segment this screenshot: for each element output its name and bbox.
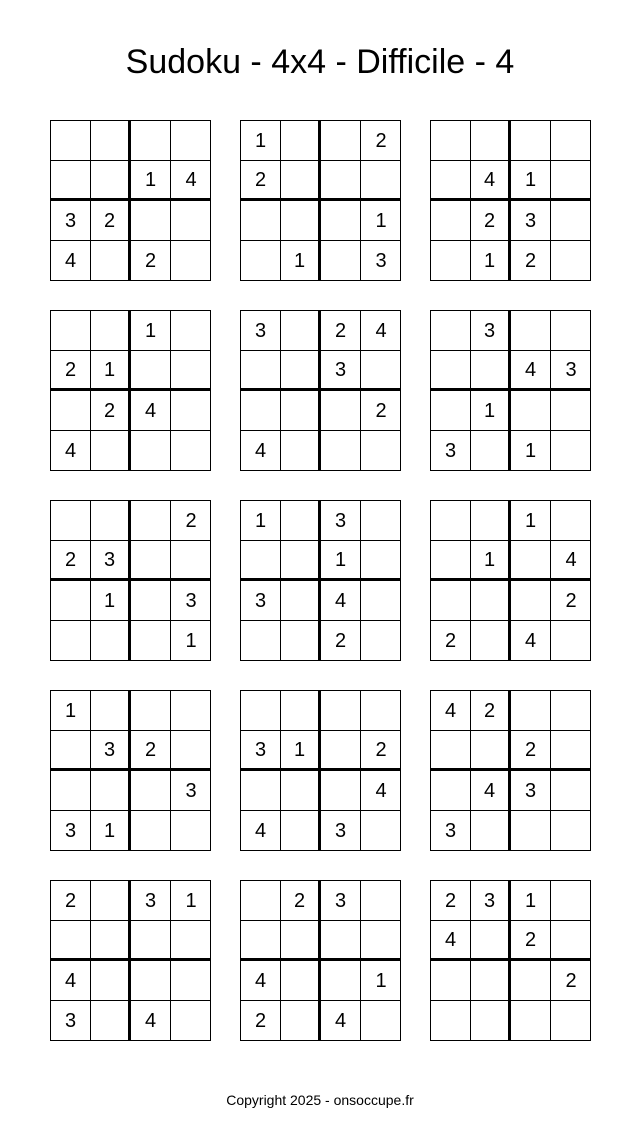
- sudoku-cell: 1: [131, 311, 171, 351]
- sudoku-cell: [551, 921, 591, 961]
- sudoku-cell: [171, 541, 211, 581]
- sudoku-cell: 2: [91, 201, 131, 241]
- sudoku-cell: 2: [361, 121, 401, 161]
- sudoku-cell: [241, 201, 281, 241]
- sudoku-cell: [131, 501, 171, 541]
- sudoku-cell: [51, 121, 91, 161]
- sudoku-cell: [431, 1001, 471, 1041]
- sudoku-cell: 3: [51, 1001, 91, 1041]
- sudoku-grid: [50, 880, 211, 1041]
- sudoku-cell: [361, 541, 401, 581]
- sudoku-cell: [91, 161, 131, 201]
- sudoku-cell: [511, 121, 551, 161]
- sudoku-cell: 2: [361, 391, 401, 431]
- sudoku-cell: [91, 921, 131, 961]
- sudoku-cell: [551, 391, 591, 431]
- sudoku-cell: [361, 881, 401, 921]
- sudoku-cell: [361, 921, 401, 961]
- sudoku-cell: [241, 391, 281, 431]
- sudoku-cell: [431, 311, 471, 351]
- sudoku-cell: 1: [361, 961, 401, 1001]
- sudoku-cell: 2: [51, 351, 91, 391]
- sudoku-cell: [281, 201, 321, 241]
- sudoku-cell: [431, 961, 471, 1001]
- sudoku-cell: 3: [51, 201, 91, 241]
- sudoku-cell: [131, 351, 171, 391]
- sudoku-cell: [51, 621, 91, 661]
- sudoku-cell: 1: [471, 241, 511, 281]
- sudoku-cell: [471, 961, 511, 1001]
- sudoku-cell: [511, 541, 551, 581]
- sudoku-cell: [281, 581, 321, 621]
- sudoku-cell: [551, 621, 591, 661]
- sudoku-cell: [171, 921, 211, 961]
- sudoku-cell: [321, 961, 361, 1001]
- sudoku-cell: 2: [551, 961, 591, 1001]
- sudoku-cell: [321, 121, 361, 161]
- sudoku-cell: [51, 581, 91, 621]
- sudoku-cell: [51, 391, 91, 431]
- sudoku-cell: [511, 811, 551, 851]
- sudoku-cell: 4: [321, 581, 361, 621]
- sudoku-cell: [431, 541, 471, 581]
- sudoku-cell: 4: [241, 961, 281, 1001]
- sudoku-cell: [131, 961, 171, 1001]
- sudoku-cell: [171, 1001, 211, 1041]
- sudoku-cell: [471, 731, 511, 771]
- sudoku-cell: [551, 431, 591, 471]
- sudoku-cell: [91, 691, 131, 731]
- sudoku-cell: [171, 731, 211, 771]
- sudoku-cell: [91, 501, 131, 541]
- sudoku-cell: [321, 431, 361, 471]
- sudoku-cell: 1: [361, 201, 401, 241]
- sudoku-cell: [171, 311, 211, 351]
- sudoku-cell: 2: [91, 391, 131, 431]
- sudoku-cell: 2: [281, 881, 321, 921]
- sudoku-cell: [511, 691, 551, 731]
- sudoku-cell: [551, 811, 591, 851]
- sudoku-cell: 2: [171, 501, 211, 541]
- sudoku-cell: [551, 691, 591, 731]
- sudoku-cell: [361, 501, 401, 541]
- sudoku-cell: [51, 771, 91, 811]
- sudoku-cell: [551, 241, 591, 281]
- sudoku-cell: [131, 431, 171, 471]
- sudoku-grid: [240, 120, 401, 281]
- sudoku-cell: [131, 921, 171, 961]
- sudoku-cell: [241, 771, 281, 811]
- sudoku-cell: [551, 121, 591, 161]
- sudoku-cell: 4: [551, 541, 591, 581]
- sudoku-cell: [131, 691, 171, 731]
- sudoku-cell: 2: [551, 581, 591, 621]
- sudoku-cell: 3: [131, 881, 171, 921]
- sudoku-cell: 1: [511, 501, 551, 541]
- sudoku-cell: [171, 201, 211, 241]
- sudoku-cell: [281, 351, 321, 391]
- sudoku-cell: 3: [431, 431, 471, 471]
- sudoku-cell: 2: [471, 201, 511, 241]
- sudoku-grid: [240, 690, 401, 851]
- sudoku-cell: [131, 621, 171, 661]
- sudoku-cell: [171, 431, 211, 471]
- sudoku-cell: [131, 581, 171, 621]
- sudoku-cell: 3: [91, 541, 131, 581]
- sudoku-cell: 3: [321, 811, 361, 851]
- sudoku-grid: [430, 500, 591, 661]
- sudoku-cell: 4: [321, 1001, 361, 1041]
- sudoku-cell: [51, 501, 91, 541]
- sudoku-cell: 4: [241, 811, 281, 851]
- sudoku-cell: [91, 771, 131, 811]
- sudoku-cell: 4: [51, 241, 91, 281]
- sudoku-cell: 4: [241, 431, 281, 471]
- sudoku-grid: [240, 310, 401, 471]
- sudoku-cell: 1: [511, 881, 551, 921]
- sudoku-cell: [321, 731, 361, 771]
- sudoku-cell: [551, 731, 591, 771]
- sudoku-cell: [431, 351, 471, 391]
- sudoku-cell: 4: [131, 1001, 171, 1041]
- sudoku-cell: [511, 961, 551, 1001]
- sudoku-cell: [281, 391, 321, 431]
- sudoku-cell: [321, 771, 361, 811]
- sudoku-cell: 1: [511, 431, 551, 471]
- sudoku-cell: [91, 431, 131, 471]
- sudoku-cell: [321, 241, 361, 281]
- sudoku-cell: [431, 201, 471, 241]
- sudoku-cell: [51, 731, 91, 771]
- sudoku-cell: [431, 731, 471, 771]
- sudoku-cell: [171, 691, 211, 731]
- sudoku-cell: [281, 501, 321, 541]
- sudoku-cell: [91, 961, 131, 1001]
- sudoku-cell: [241, 691, 281, 731]
- sudoku-cell: 2: [511, 731, 551, 771]
- sudoku-cell: 2: [471, 691, 511, 731]
- sudoku-cell: 3: [51, 811, 91, 851]
- sudoku-cell: [551, 161, 591, 201]
- sudoku-cell: 3: [551, 351, 591, 391]
- sudoku-cell: 1: [511, 161, 551, 201]
- sudoku-cell: [551, 501, 591, 541]
- sudoku-cell: [171, 351, 211, 391]
- sudoku-cell: 3: [91, 731, 131, 771]
- sudoku-cell: 3: [511, 201, 551, 241]
- sudoku-cell: [511, 391, 551, 431]
- sudoku-cell: [471, 1001, 511, 1041]
- sudoku-cell: [511, 581, 551, 621]
- sudoku-cell: [471, 431, 511, 471]
- sudoku-cell: 4: [511, 351, 551, 391]
- sudoku-cell: 3: [171, 581, 211, 621]
- sudoku-grid: [50, 500, 211, 661]
- puzzle-grid-area: [50, 120, 591, 1041]
- sudoku-grid: [240, 880, 401, 1041]
- sudoku-cell: [241, 921, 281, 961]
- sudoku-cell: [321, 691, 361, 731]
- sudoku-cell: [281, 771, 321, 811]
- sudoku-cell: [91, 121, 131, 161]
- sudoku-cell: 2: [241, 161, 281, 201]
- sudoku-cell: [361, 621, 401, 661]
- sudoku-cell: [551, 201, 591, 241]
- sudoku-cell: 1: [471, 541, 511, 581]
- sudoku-cell: [471, 581, 511, 621]
- sudoku-cell: [241, 541, 281, 581]
- sudoku-cell: [431, 501, 471, 541]
- sudoku-cell: 3: [241, 581, 281, 621]
- sudoku-cell: [131, 541, 171, 581]
- sudoku-grid: [430, 690, 591, 851]
- sudoku-cell: [241, 621, 281, 661]
- sudoku-cell: [91, 881, 131, 921]
- sudoku-cell: 2: [511, 921, 551, 961]
- sudoku-cell: [281, 311, 321, 351]
- sudoku-cell: 1: [131, 161, 171, 201]
- sudoku-cell: [281, 621, 321, 661]
- sudoku-cell: [91, 1001, 131, 1041]
- sudoku-cell: [51, 311, 91, 351]
- sudoku-cell: [431, 391, 471, 431]
- sudoku-cell: [131, 811, 171, 851]
- sudoku-grid: [50, 310, 211, 471]
- sudoku-cell: [171, 121, 211, 161]
- sudoku-cell: [361, 811, 401, 851]
- sudoku-cell: [321, 161, 361, 201]
- sudoku-cell: [281, 811, 321, 851]
- sudoku-cell: [361, 691, 401, 731]
- sudoku-cell: [321, 201, 361, 241]
- sudoku-cell: [551, 771, 591, 811]
- sudoku-cell: 3: [241, 311, 281, 351]
- sudoku-cell: [431, 581, 471, 621]
- sudoku-cell: [281, 1001, 321, 1041]
- sudoku-cell: [91, 621, 131, 661]
- sudoku-cell: [471, 921, 511, 961]
- sudoku-cell: [361, 581, 401, 621]
- sudoku-cell: 1: [321, 541, 361, 581]
- sudoku-cell: [131, 121, 171, 161]
- sudoku-cell: [551, 311, 591, 351]
- sudoku-cell: 1: [241, 121, 281, 161]
- sudoku-cell: 4: [431, 921, 471, 961]
- sudoku-cell: 4: [361, 311, 401, 351]
- copyright-footer: Copyright 2025 - onsoccupe.fr: [226, 1092, 414, 1108]
- sudoku-cell: [281, 431, 321, 471]
- sudoku-cell: 4: [431, 691, 471, 731]
- sudoku-cell: [281, 961, 321, 1001]
- sudoku-cell: 3: [321, 881, 361, 921]
- sudoku-cell: [131, 201, 171, 241]
- sudoku-cell: 1: [91, 351, 131, 391]
- sudoku-grid: [430, 880, 591, 1041]
- sudoku-cell: [361, 431, 401, 471]
- sudoku-cell: [551, 1001, 591, 1041]
- sudoku-cell: 1: [91, 811, 131, 851]
- sudoku-cell: 3: [321, 351, 361, 391]
- sudoku-cell: 1: [471, 391, 511, 431]
- sudoku-cell: 3: [375, 250, 387, 272]
- sudoku-cell: 2: [51, 541, 91, 581]
- sudoku-cell: 2: [431, 621, 471, 661]
- sudoku-cell: 2: [51, 881, 91, 921]
- sudoku-grid: [430, 120, 591, 281]
- sudoku-cell: [281, 541, 321, 581]
- sudoku-cell: [91, 311, 131, 351]
- sudoku-cell: [281, 121, 321, 161]
- sudoku-cell: 2: [241, 1001, 281, 1041]
- sudoku-cell: [51, 161, 91, 201]
- sudoku-cell: [241, 881, 281, 921]
- sudoku-cell: [171, 811, 211, 851]
- sudoku-cell: 1: [91, 581, 131, 621]
- sudoku-cell: [511, 1001, 551, 1041]
- sudoku-cell: 4: [51, 961, 91, 1001]
- sudoku-cell: [51, 921, 91, 961]
- sudoku-cell: 1: [281, 241, 321, 281]
- sudoku-cell: [361, 1001, 401, 1041]
- sudoku-cell: 1: [281, 731, 321, 771]
- sudoku-cell: [471, 621, 511, 661]
- sudoku-cell: 3: [321, 501, 361, 541]
- sudoku-cell: [471, 811, 511, 851]
- sudoku-cell: [471, 501, 511, 541]
- sudoku-grid: [50, 690, 211, 851]
- sudoku-cell: [241, 241, 281, 281]
- sudoku-cell: [471, 351, 511, 391]
- sudoku-cell: [361, 351, 401, 391]
- sudoku-cell: [361, 161, 401, 201]
- sudoku-cell: [431, 771, 471, 811]
- sudoku-cell: [241, 351, 281, 391]
- sudoku-cell: [321, 391, 361, 431]
- sudoku-cell: 2: [321, 621, 361, 661]
- sudoku-cell: 4: [511, 621, 551, 661]
- sudoku-cell: [431, 241, 471, 281]
- sudoku-cell: 2: [361, 731, 401, 771]
- sudoku-cell: [471, 121, 511, 161]
- sudoku-cell: 1: [171, 881, 211, 921]
- sudoku-cell: 4: [131, 391, 171, 431]
- sudoku-cell: 3: [471, 311, 511, 351]
- sudoku-cell: [91, 241, 131, 281]
- sudoku-cell: 1: [185, 630, 197, 652]
- page-title: Sudoku - 4x4 - Difficile - 4: [125, 43, 515, 81]
- sudoku-cell: 3: [171, 771, 211, 811]
- sudoku-cell: 4: [51, 431, 91, 471]
- sudoku-cell: 1: [51, 691, 91, 731]
- sudoku-cell: 3: [471, 881, 511, 921]
- sudoku-cell: 3: [511, 771, 551, 811]
- sudoku-cell: [171, 241, 211, 281]
- sudoku-cell: 4: [361, 771, 401, 811]
- sudoku-cell: 2: [131, 241, 171, 281]
- sudoku-cell: 2: [321, 311, 361, 351]
- sudoku-cell: 3: [431, 811, 471, 851]
- sudoku-cell: [281, 161, 321, 201]
- sudoku-cell: [511, 311, 551, 351]
- sudoku-cell: [281, 921, 321, 961]
- sudoku-cell: 1: [241, 501, 281, 541]
- sudoku-cell: [281, 691, 321, 731]
- sudoku-cell: [131, 771, 171, 811]
- sudoku-cell: [431, 161, 471, 201]
- sudoku-cell: 4: [471, 161, 511, 201]
- sudoku-cell: 3: [241, 731, 281, 771]
- sudoku-cell: [171, 961, 211, 1001]
- sudoku-cell: [431, 121, 471, 161]
- sudoku-cell: 2: [511, 241, 551, 281]
- sudoku-grid: [240, 500, 401, 661]
- sudoku-cell: [321, 921, 361, 961]
- sudoku-cell: 2: [131, 731, 171, 771]
- sudoku-cell: [171, 391, 211, 431]
- sudoku-cell: 4: [171, 161, 211, 201]
- sudoku-cell: [551, 881, 591, 921]
- sudoku-cell: 4: [471, 771, 511, 811]
- sudoku-grid: [430, 310, 591, 471]
- sudoku-cell: 2: [431, 881, 471, 921]
- sudoku-grid: [50, 120, 211, 281]
